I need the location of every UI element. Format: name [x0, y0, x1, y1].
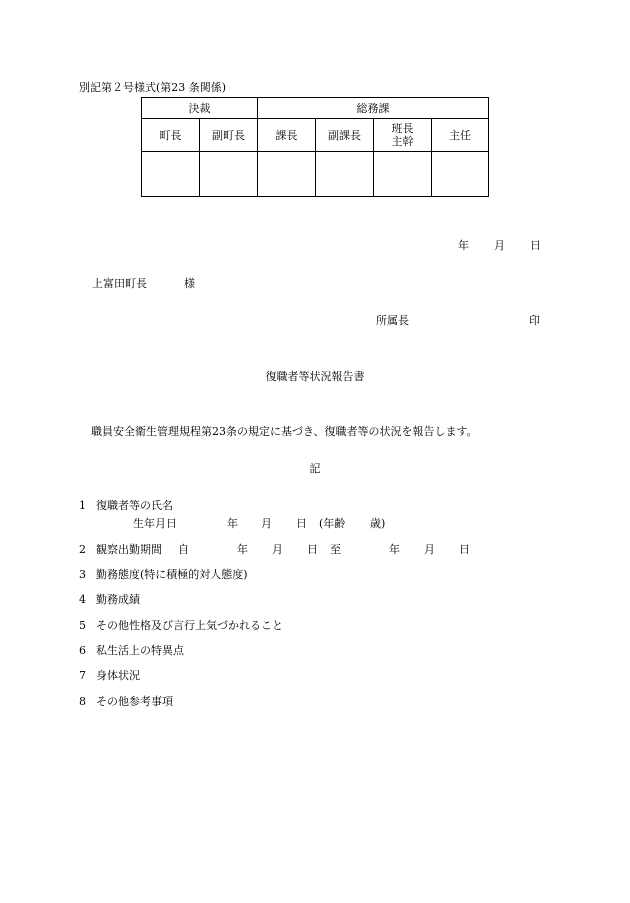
role-mayor: 町長: [142, 119, 200, 152]
period-month: 月: [272, 543, 283, 556]
age-open: (年齢: [319, 517, 346, 530]
approval-group-kessai: 決裁: [142, 98, 258, 119]
stamp-cell[interactable]: [258, 152, 316, 197]
date-year: 年: [458, 239, 469, 252]
date-month: 月: [494, 239, 505, 252]
stamp-cell[interactable]: [316, 152, 374, 197]
birth-month: 月: [261, 517, 272, 530]
period-to: 至: [330, 543, 341, 556]
approval-table: [141, 97, 489, 197]
period-year: 年: [237, 543, 248, 556]
form-label: 別記第２号様式(第23 条関係): [79, 81, 227, 94]
stamp-cell[interactable]: [142, 152, 200, 197]
sender-title: 所属長: [376, 314, 409, 327]
seal-mark: 印: [529, 314, 540, 327]
addressee-honorific: 様: [184, 277, 195, 290]
role-team-leader: 班長 主幹: [374, 119, 432, 152]
stamp-cell[interactable]: [200, 152, 258, 197]
approval-group-somuka: 総務課: [258, 98, 489, 119]
age-unit: 歳): [370, 517, 386, 530]
period-day2: 日: [459, 543, 470, 556]
period-month2: 月: [424, 543, 435, 556]
role-deputy-mayor: 副町長: [200, 119, 258, 152]
period-from: 自: [178, 543, 189, 556]
ki-heading: 記: [309, 462, 321, 475]
stamp-cell[interactable]: [374, 152, 432, 197]
date-day: 日: [530, 239, 541, 252]
body-text: 職員安全衛生管理規程第23条の規定に基づき、復職者等の状況を報告します。: [91, 425, 478, 438]
birth-year: 年: [227, 517, 238, 530]
period-year2: 年: [389, 543, 400, 556]
period-day: 日: [307, 543, 318, 556]
role-deputy-section-chief: 副課長: [316, 119, 374, 152]
addressee-name: 上富田町長: [92, 277, 147, 290]
birth-label: 生年月日: [133, 517, 177, 530]
role-section-chief: 課長: [258, 119, 316, 152]
document-title: 復職者等状況報告書: [265, 370, 365, 383]
birth-day: 日: [296, 517, 307, 530]
role-chief: 主任: [432, 119, 489, 152]
stamp-cell[interactable]: [432, 152, 489, 197]
